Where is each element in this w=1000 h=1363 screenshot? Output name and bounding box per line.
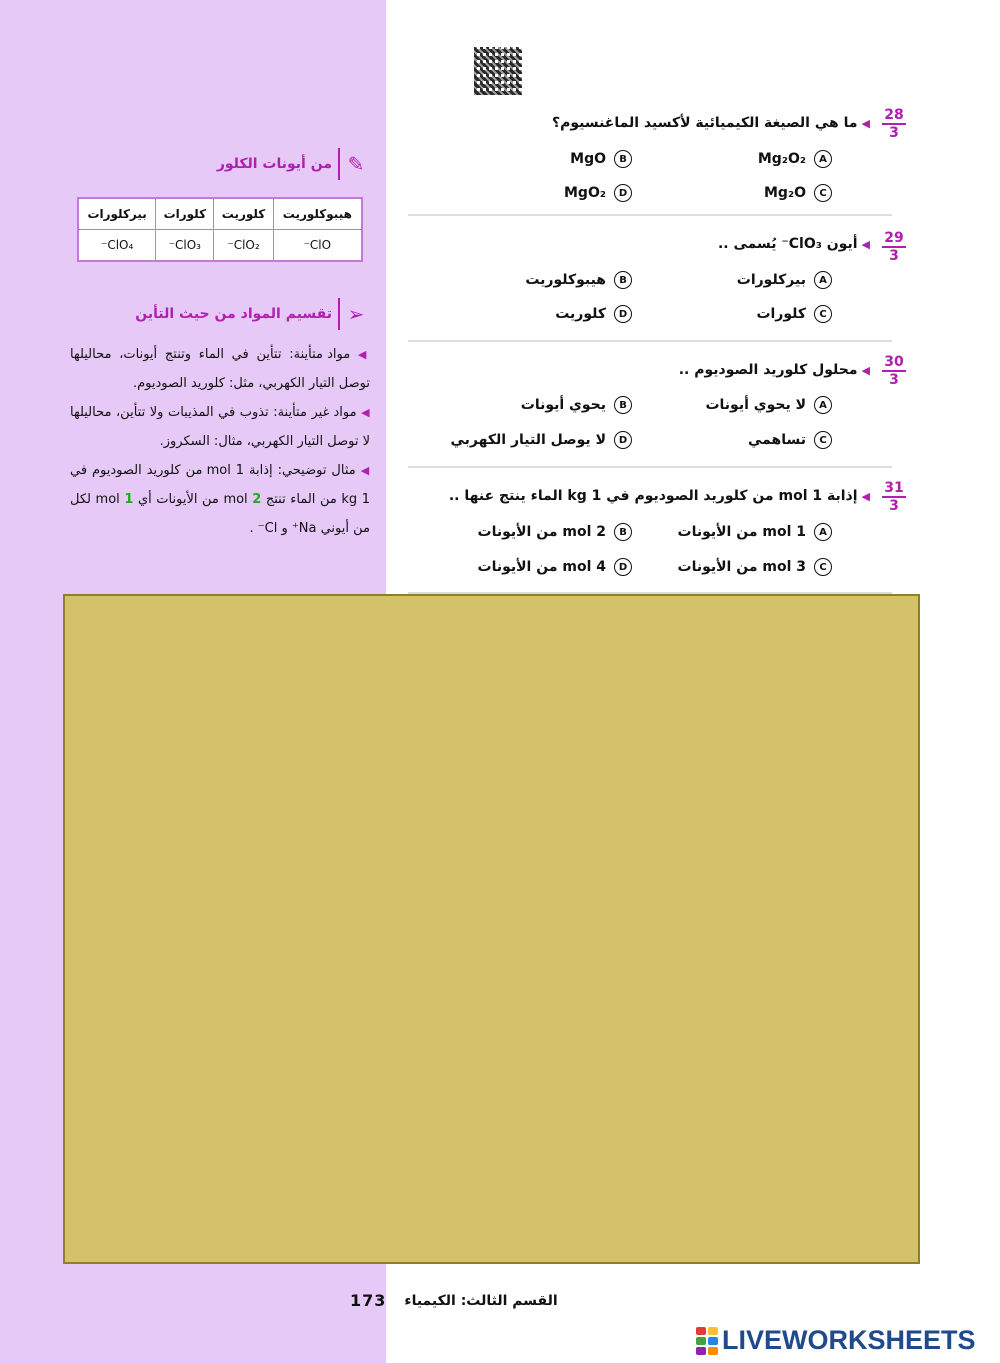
table-header-cell: بيركلورات	[78, 198, 156, 230]
option-b[interactable]: B MgO	[570, 150, 632, 168]
brand-logo-icon	[696, 1327, 718, 1355]
ionization-section-header	[135, 298, 368, 330]
letter-c-icon: C	[814, 184, 832, 202]
question-number: 29 3	[882, 230, 906, 264]
option-b[interactable]: B هيبوكلوريت	[525, 271, 632, 289]
list-item: ◀ مواد متأينة: تتأين في الماء وتنتج أيونات، محاليلها توصل التيار الكهربي، مثل: كلوريد الصوديوم.	[70, 347, 370, 391]
bullet-icon: ◀	[861, 364, 870, 377]
chlorine-ions-table	[77, 197, 363, 262]
list-item: ◀ مواد غير متأينة: تذوب في المذيبات ولا تتأين، محاليلها لا توصل التيار الكهربي، مثال: السكروز.	[70, 405, 370, 449]
letter-b-icon: B	[614, 271, 632, 289]
pen-icon: ✎	[338, 148, 368, 180]
bullet-icon: ◀	[361, 406, 370, 419]
divider	[408, 340, 892, 342]
option-c[interactable]: C كلورات	[756, 305, 832, 323]
footer-section-title: القسم الثالث: الكيمياء	[404, 1292, 558, 1309]
bullet-icon: ◀	[360, 464, 370, 477]
letter-a-icon: A	[814, 396, 832, 414]
divider	[408, 214, 892, 216]
bullet-icon: ◀	[357, 348, 370, 361]
letter-b-icon: B	[614, 523, 632, 541]
highlight-number: 2	[252, 492, 262, 507]
question-text: ◀ما هي الصيغة الكيميائية لأكسيد الماغنسيوم؟	[551, 115, 870, 131]
letter-d-icon: D	[614, 184, 632, 202]
letter-a-icon: A	[814, 523, 832, 541]
chlorine-section-title: من أيونات الكلور	[216, 156, 332, 172]
option-d[interactable]: D 4 mol من الأيونات	[478, 558, 633, 576]
letter-c-icon: C	[814, 431, 832, 449]
table-cell: ClO⁻	[273, 230, 362, 262]
question-text: ◀أيون ClO₃⁻ يُسمى ..	[717, 236, 870, 252]
question-30	[408, 354, 904, 468]
table-row	[78, 230, 362, 262]
option-c[interactable]: C تساهمي	[748, 431, 832, 449]
question-28	[408, 105, 904, 215]
liveworksheets-logo	[696, 1325, 976, 1356]
question-31	[408, 480, 904, 594]
brand-name: LIVEWORKSHEETS	[722, 1325, 976, 1355]
question-text: ◀محلول كلوريد الصوديوم ..	[678, 362, 870, 378]
option-a[interactable]: A لا يحوي أيونات	[705, 396, 832, 414]
chlorine-section-header	[217, 148, 368, 180]
letter-d-icon: D	[614, 305, 632, 323]
question-text: ◀إذابة 1 mol من كلوريد الصوديوم في 1 kg الماء ينتج عنها ..	[448, 488, 870, 504]
table-header-cell: كلورات	[156, 198, 214, 230]
table-header-cell: هيبوكلوريت	[273, 198, 362, 230]
ionization-section-title: تقسيم المواد من حيث التأين	[135, 306, 332, 322]
option-d[interactable]: D لا يوصل التيار الكهربي	[451, 431, 632, 449]
bullet-icon: ◀	[861, 490, 870, 503]
letter-c-icon: C	[814, 305, 832, 323]
question-number: 31 3	[882, 480, 906, 514]
option-c[interactable]: C Mg₂O	[764, 184, 832, 202]
letter-c-icon: C	[814, 558, 832, 576]
option-b[interactable]: B يحوي أيونات	[521, 396, 632, 414]
question-number: 30 3	[882, 354, 906, 388]
letter-b-icon: B	[614, 150, 632, 168]
page-number: 173	[350, 1291, 387, 1310]
letter-a-icon: A	[814, 150, 832, 168]
table-cell: ClO₃⁻	[156, 230, 214, 262]
letter-a-icon: A	[814, 271, 832, 289]
ionization-text	[70, 340, 370, 543]
paper-plane-icon: ➢	[338, 298, 368, 330]
table-cell: ClO₂⁻	[214, 230, 273, 262]
letter-b-icon: B	[614, 396, 632, 414]
bullet-icon: ◀	[861, 117, 870, 130]
list-item: ◀ مثال توضيحي: إذابة 1 mol من كلوريد الصوديوم في 1 kg من الماء تنتج 2 mol من الأيونات أي 1 mol لكل من أيوني Na⁺ و Cl⁻ .	[70, 463, 371, 536]
option-a[interactable]: A 1 mol من الأيونات	[678, 523, 833, 541]
question-29	[408, 228, 904, 342]
qr-code	[474, 47, 522, 95]
answer-drop-area[interactable]	[63, 594, 920, 1264]
table-row	[78, 198, 362, 230]
page-footer	[350, 1291, 558, 1310]
option-d[interactable]: D MgO₂	[564, 184, 632, 202]
divider	[408, 466, 892, 468]
option-c[interactable]: C 3 mol من الأيونات	[678, 558, 833, 576]
table-cell: ClO₄⁻	[78, 230, 156, 262]
letter-d-icon: D	[614, 431, 632, 449]
table-header-cell: كلوريت	[214, 198, 273, 230]
option-a[interactable]: A Mg₂O₂	[758, 150, 832, 168]
question-number: 28 3	[882, 107, 906, 141]
letter-d-icon: D	[614, 558, 632, 576]
bullet-icon: ◀	[861, 238, 870, 251]
highlight-number: 1	[124, 492, 134, 507]
option-a[interactable]: A بيركلورات	[737, 271, 832, 289]
option-b[interactable]: B 2 mol من الأيونات	[478, 523, 633, 541]
option-d[interactable]: D كلوريت	[555, 305, 632, 323]
